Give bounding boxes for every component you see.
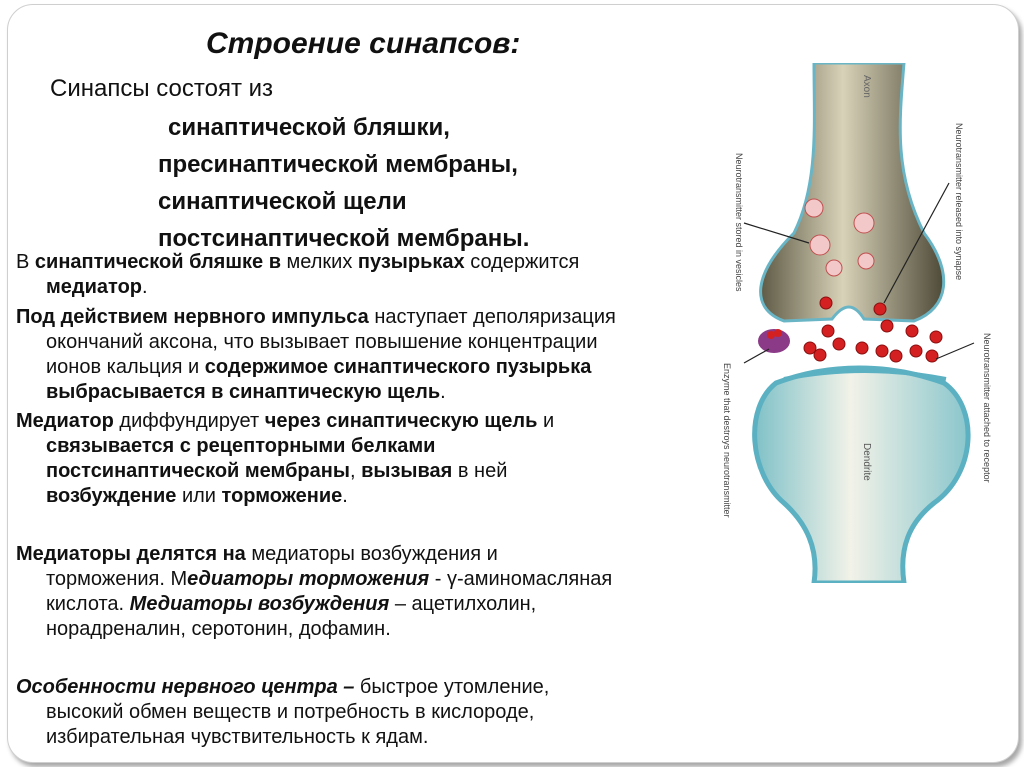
text-span: мелких	[281, 251, 358, 273]
bold-span: медиатор	[46, 276, 142, 298]
enzyme-label: Enzyme that destroys neurotransmitter	[722, 363, 732, 518]
text-span: .	[440, 381, 446, 403]
bold-span: связывается с рецепторными белками	[46, 435, 436, 457]
text-span: или	[176, 485, 222, 507]
bold-span: пузырьках	[357, 251, 465, 273]
paragraph-plaque	[16, 250, 746, 300]
text-span: и	[537, 410, 555, 432]
bold-span: возбуждение	[46, 485, 177, 507]
slide-title: Строение синапсов:	[206, 27, 521, 60]
text-span: быстрое утомление,	[354, 676, 550, 698]
paragraph-mediator	[16, 409, 746, 509]
text-span: .	[142, 276, 148, 298]
axon-shape	[761, 63, 944, 321]
part-item: синаптической бляшки,	[168, 114, 450, 141]
paragraph-mediator-types	[16, 542, 746, 642]
text-span: торможения. М	[46, 568, 188, 590]
text-line: избирательная чувствительность к ядам.	[46, 726, 429, 748]
axon-label: Axon	[861, 75, 872, 98]
text-span: ,	[349, 460, 362, 482]
bold-italic-span: едиаторы торможения	[187, 568, 430, 590]
synapse-parts-list	[158, 109, 529, 257]
text-span: наступает деполяризация	[368, 306, 616, 328]
text-span: кислота.	[46, 593, 130, 615]
enzyme-shape	[758, 329, 790, 353]
released-label: Neurotransmitter released into synapse	[954, 123, 964, 281]
bold-italic-span: Особенности нервного центра –	[16, 676, 355, 698]
bold-span: вызывая	[361, 460, 453, 482]
slide	[7, 4, 1019, 763]
bold-span: Медиатор	[16, 410, 114, 432]
text-line: окончаний аксона, что вызывает повышение концентрации	[46, 331, 598, 353]
text-span: В	[16, 251, 35, 273]
text-span: диффундирует	[113, 410, 265, 432]
bold-italic-span: Медиаторы возбуждения	[129, 593, 390, 615]
bold-span: содержимое синаптического пузырька	[204, 356, 592, 378]
text-span: – ацетилхолин,	[389, 593, 537, 615]
bold-span: торможение	[221, 485, 343, 507]
vesicles-label: Neurotransmitter stored in vesicles	[734, 153, 744, 292]
bold-span: синаптической бляшке в	[34, 251, 281, 273]
part-item: пресинаптической мембраны,	[158, 151, 518, 178]
intro-text: Синапсы состоят из	[50, 75, 274, 102]
paragraph-impulse	[16, 305, 746, 405]
bold-span: Медиаторы делятся на	[16, 543, 246, 565]
text-span: в ней	[452, 460, 508, 482]
part-item: постсинаптической мембраны.	[158, 225, 530, 252]
text-span: медиаторы возбуждения и	[245, 543, 498, 565]
bold-span: Под действием нервного импульса	[16, 306, 369, 328]
text-line: норадреналин, серотонин, дофамин.	[46, 618, 391, 640]
bold-span: постсинаптической мембраны	[46, 460, 350, 482]
bold-span: через синаптическую щель	[264, 410, 538, 432]
paragraph-nerve-center	[16, 675, 746, 750]
text-span: .	[342, 485, 348, 507]
text-line: высокий обмен веществ и потребность в кислороде,	[46, 701, 535, 723]
part-item: синаптической щели	[158, 188, 407, 215]
text-span: содержится	[464, 251, 580, 273]
synapse-diagram	[714, 63, 1006, 583]
bold-span: выбрасывается в синаптическую щель	[46, 381, 441, 403]
dendrite-label: Dendrite	[861, 443, 872, 481]
receptor-label: Neurotransmitter attached to receptor	[982, 333, 992, 483]
text-span: ионов кальция и	[46, 356, 205, 378]
text-span: - γ-аминомасляная	[429, 568, 613, 590]
